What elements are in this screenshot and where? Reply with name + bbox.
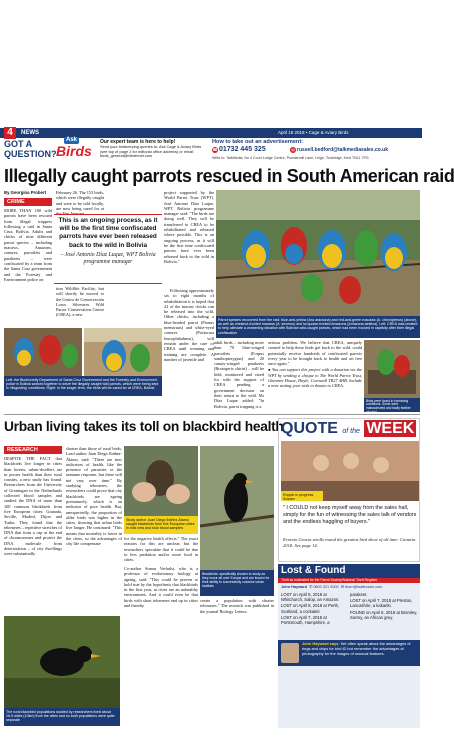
advertise-title: How to take out an advertisement: (212, 139, 304, 145)
story2-col2 (66, 446, 122, 614)
photo-rural-caption: The rural blackbird populations studied by researchers lived about 16.5 miles (10km) from the cities and so both populations were quite separate (4, 708, 120, 726)
lost-entry: LOST on April 5, 2018 at Whitchurch, Salop, an Amazon. (281, 592, 340, 603)
advert-write-line: Write to: TalkMedia, No 4 Court Lodge Centre, Powdermill Lane, Leigh, Tonbridge, Kent TN11 7PG (212, 156, 369, 160)
lost-found-title: Lost & Found (278, 564, 420, 578)
lost-entry: LOST on April 8, 2018 at Perth, Scotland, a cockatiel. (281, 603, 340, 614)
story2-col4-text: create a population with shorter telomeres." The research was published in the journal Biology Letters. (200, 598, 274, 614)
quote-week-title-quote: QUOTE (281, 420, 338, 437)
harrowing-illustration (364, 340, 420, 398)
story1-col4 (214, 340, 264, 408)
photo-seized-parrots (4, 328, 82, 376)
quote-week-box (278, 418, 420, 562)
photo-macaws-main (216, 190, 420, 316)
email-icon: @ (290, 147, 296, 152)
photo-rural-blackbird (4, 616, 120, 708)
footer-title: John Hayward says: (302, 641, 340, 646)
story1-col2a (56, 190, 104, 217)
story2-col4 (200, 598, 274, 634)
ask-logo (56, 137, 102, 161)
lost-found-box (278, 564, 420, 728)
story1-col5-text: serious problem. We believe that CREA, uniquely created to help these birds get back to the wild, could potentially receive hundreds of confiscated parrots every year to be brought back to health and set free once again." (268, 340, 362, 367)
lost-entry: parakeet. (350, 592, 368, 597)
page-number: 4 (4, 127, 16, 139)
story1-col3b (164, 288, 214, 362)
photo-blood-sample (124, 446, 198, 516)
expert-text: Send your birdkeeping queries to: Ask Cage & Aviary Birds (see top of page 2 for editorial office address) or email: birds_general@btinternet.com (100, 144, 202, 159)
contact-phone[interactable]: 0800 321 5000 (313, 585, 339, 589)
story2-col1-text: DESPITE THE FACT that blackbirds live longer in cities than forests, urban-dwellers are in poorer health than their rural cousins, a new study has found. Researchers from the University of Groningen in the Netherlands collected blood samples and studied the DNA of more than 100 common blackbirds from five European cities: Granada, Seville, Madrid, Dijon and Turku. They found that the telomeres – repetitive stretches of DNA that form a cap at the end of chromosomes and protect the DNA molecule from deterioration – of city dwellings were substantially (4, 456, 62, 557)
seized-parrots-illustration (4, 328, 82, 376)
story1-col3b-text: Following approximately six to eight months of rehabilitation it is hoped that 22 of the macaw chicks can be released into the wild. Other chicks, including a blue-headed parrot (Pionus menstruus) and white-eyed conures (Psittacara leucophthalmus), will remain under the care of CREA until weaning and training are complete. A number of juvenile and (164, 288, 214, 362)
expert-intro: Our expert team is here to help! (100, 139, 176, 145)
quote-week-of-the: of the (342, 428, 360, 435)
birds-logo: Birds (56, 143, 92, 159)
story1-col2a-text: February 26. The 153 birds, which were illegally caught and were to be sold locally, are now being cared for at the Fini Atenimi (56, 190, 104, 217)
rural-blackbird-illustration (4, 616, 120, 708)
story-divider (4, 414, 420, 415)
contact-name: John Hayward (281, 585, 307, 589)
footer-text (302, 642, 417, 656)
question-label: QUESTION? (4, 149, 57, 159)
quote-week-attribution: Ernesto Gracia strolls round the greatest bird show of all time: Canaria 2018. See page 14. (283, 537, 416, 548)
story1-col2b-text: tion Wildlife Facility, but will shortly be moved to the Centro de Conservación Loros Silvestres Wild Parrot Conservation Centre (CREA), a new (56, 286, 104, 318)
lost-found-right-list (350, 592, 418, 620)
story1-col5 (268, 340, 362, 408)
story2-headline: Urban living takes its toll on blackbird health (4, 419, 284, 434)
blood-sample-illustration (124, 446, 198, 516)
quote-week-title-week: WEEK (366, 420, 415, 437)
story2-col2-text: shorter than those of rural birds. Lead author Juan Diego Ibáñez-Álamo, said: "These are new indicators of health, like the presence of parasites or the immune response, but these will not vary over time." By studying telomeres, the researchers could prove that city blackbirds are ageing prematurely, which is an indicator of poor health. But, unexpectedly, the proportion of older birds was higher in the cities, showing that urban birds live longer. He continued: "This means that mortality is lower in the cities, so the advantages of city life compensate (66, 446, 122, 547)
found-entry: FOUND on April 6, 2018 at Bromley, Surrey, an African grey. (350, 609, 418, 620)
ruppin-caption: Ruppin in progress, Sussex (281, 491, 323, 501)
advert-email[interactable]: russell.bedford@talkmediasales.co.uk (297, 147, 389, 153)
pull-quote-attribution: – José Antonio Díaz Luque, WPT Bolivia programme manager (60, 251, 156, 266)
contact-web[interactable]: thorn@isafirearm.com (345, 585, 383, 589)
pull-quote (54, 214, 162, 284)
story1-col2b (56, 286, 104, 326)
lost-entry: LOST on April 7, 2018 at Preston, Lancashire, a kakariki. (350, 598, 413, 609)
story1-col1 (4, 208, 52, 324)
story2-col1 (4, 456, 62, 614)
macaws-illustration (216, 190, 420, 316)
story1-col1-text: MORE THAN 100 wild parrots have been rescued from illegal trappers following a raid in Santa Cruz, Bolivia. Adults and chicks of nine different parrot species – including macaws, Amazons, conures, parrotlets and parakeets – were confiscated by a team from the Santa Cruz government and the Forestry and Environment police on (4, 208, 52, 282)
lost-found-left-list (281, 592, 347, 625)
ask-badge: Ask (66, 137, 78, 143)
quote-week-text: " I COULD not keep myself away from the sales hall, simply for the fun of witnessing the sales talk of vendors and the endless haggling of buyers." (283, 505, 417, 525)
photo-blackbird-caption: Blackbirds: specifically chosen to study as they occur all over Europe and are known for their ability to successfully colonise urban habitats (200, 570, 274, 596)
story2-col2b-text: for the negative health effects." The exact reasons for this are unclear, but the researchers speculate that it could be due to less predation and/or more food in cities. (124, 536, 198, 563)
story1-col3a-text: project supported by the World Parrot Trust (WPT). José Antonio Díaz Luque, WPT Bolivia programme manager said: "The birds are doing well. They will be transferred to CREA to be rehabilitated and released where possible. This is an ongoing process, as it will be the first time confiscated parrots have ever been released back to the wild in Bolivia." (164, 190, 214, 264)
john-hayward-avatar (281, 643, 299, 663)
photo-blackbird-perched (200, 446, 274, 570)
blackbird-perched-illustration (200, 446, 274, 570)
photo-crea-centre (84, 328, 162, 376)
photo-left-caption: Left: the Biodiversity Department of Santa Cruz Government and the Forestry and Environment police in Bolivia worked together to seize the illegally caught wild parrots, which were being kept in 'disgusting' conditions. Right: in the longer term, the birds will be cared for at CREA, Bolivia (4, 376, 162, 396)
crime-label: CRIME (4, 198, 52, 206)
lost-found-contact: John Hayward ✆ 0800 321 5000 ✉ thorn@isafirearm.com (281, 585, 383, 589)
research-label: RESEARCH (4, 446, 62, 454)
footer-body: We often speak about the advantages of rings and chips for bird ID but remember the advantages of photography for the images of unusual features. (302, 641, 411, 656)
story1-col3a (164, 190, 214, 286)
story2-col2b (124, 536, 198, 566)
pull-quote-text: This is an ongoing process, as it will be the first time confiscated parrots have ever been released back to the wild in Bolivia (58, 217, 158, 249)
story2-col3 (124, 566, 198, 634)
date-text: April 18 2018 (278, 130, 305, 135)
crea-centre-illustration (84, 328, 162, 376)
photo-right-caption: Birds were found in harrowing conditions. Some were malnourished and badly feather plucked (364, 398, 420, 412)
lost-found-footer (278, 640, 420, 666)
story1-donate-note: ● You can support this project with a donation via the WPT by sending a cheque to The World Parrot Trust, Glanmor House, Hayle, Cornwall TR27 4HB. Include a note stating your wish to donate to CREA. (268, 367, 362, 389)
photo-harrowing (364, 340, 420, 398)
header-dateline: April 18 2018 • Cage & Aviary Birds (278, 130, 349, 135)
photo-macaws-caption: Parrot species recovered from the raid: blue-and-yellow (Ara ararauna) and red-and-green macaws (A. chloropterus) (above), as well as chestnut-fronted macaws (A. severus) and turquoise-fronted Amazons (Amazona aestiva). Left: CREA was created to help alleviate a worsening situation with Bolivian wild-caught parrots, which had been housed in captivity after their illegal confiscation (216, 316, 420, 338)
section-label: NEWS (21, 130, 39, 136)
quote-week-title (281, 420, 416, 441)
photo-blood-caption: Study author Juan Diego Ibáñez-Álamo caught blackbirds from five European cities in mist nets and took blood samples (124, 516, 198, 534)
phone-icon: ☎ (212, 147, 218, 152)
story1-col4-text: adult birds – including more than 70 blue-winged parrotlets (Forpus xanthopterygius) and 20 canary-winged parakeets (Brotogeris chiriri) – will be held, monitored and cared for with the support of CREA pending a government decision on their return to the wild. Mr Díaz Luque added: "In Bolivia, parrot trapping is a (214, 340, 264, 409)
got-a-label: GOT A (4, 139, 33, 149)
advert-phone[interactable]: 01732 445 325 (219, 146, 266, 153)
lost-found-subtitle: Theft as estimated for the Parrot Society/National Theft Register (278, 578, 420, 583)
publication-name: Cage & Aviary Birds (308, 130, 349, 135)
story1-byline: By Georgina Probert (4, 190, 47, 195)
story2-col3-text: Co-author Simon Verhulst, who is a professor of evolutionary biology at ageing, said: "This could be proven to hold true by the hypothesis that blackbirds in the first year, at cities are an unhealthy environment. And it could even be that birds with short telomeres end up in cities and thereby (124, 566, 198, 609)
story1-headline: Illegally caught parrots rescued in South American raid (4, 166, 454, 186)
lost-entry: LOST on April 7, 2018 at Portsmouth, Hampshire, a (281, 614, 330, 626)
